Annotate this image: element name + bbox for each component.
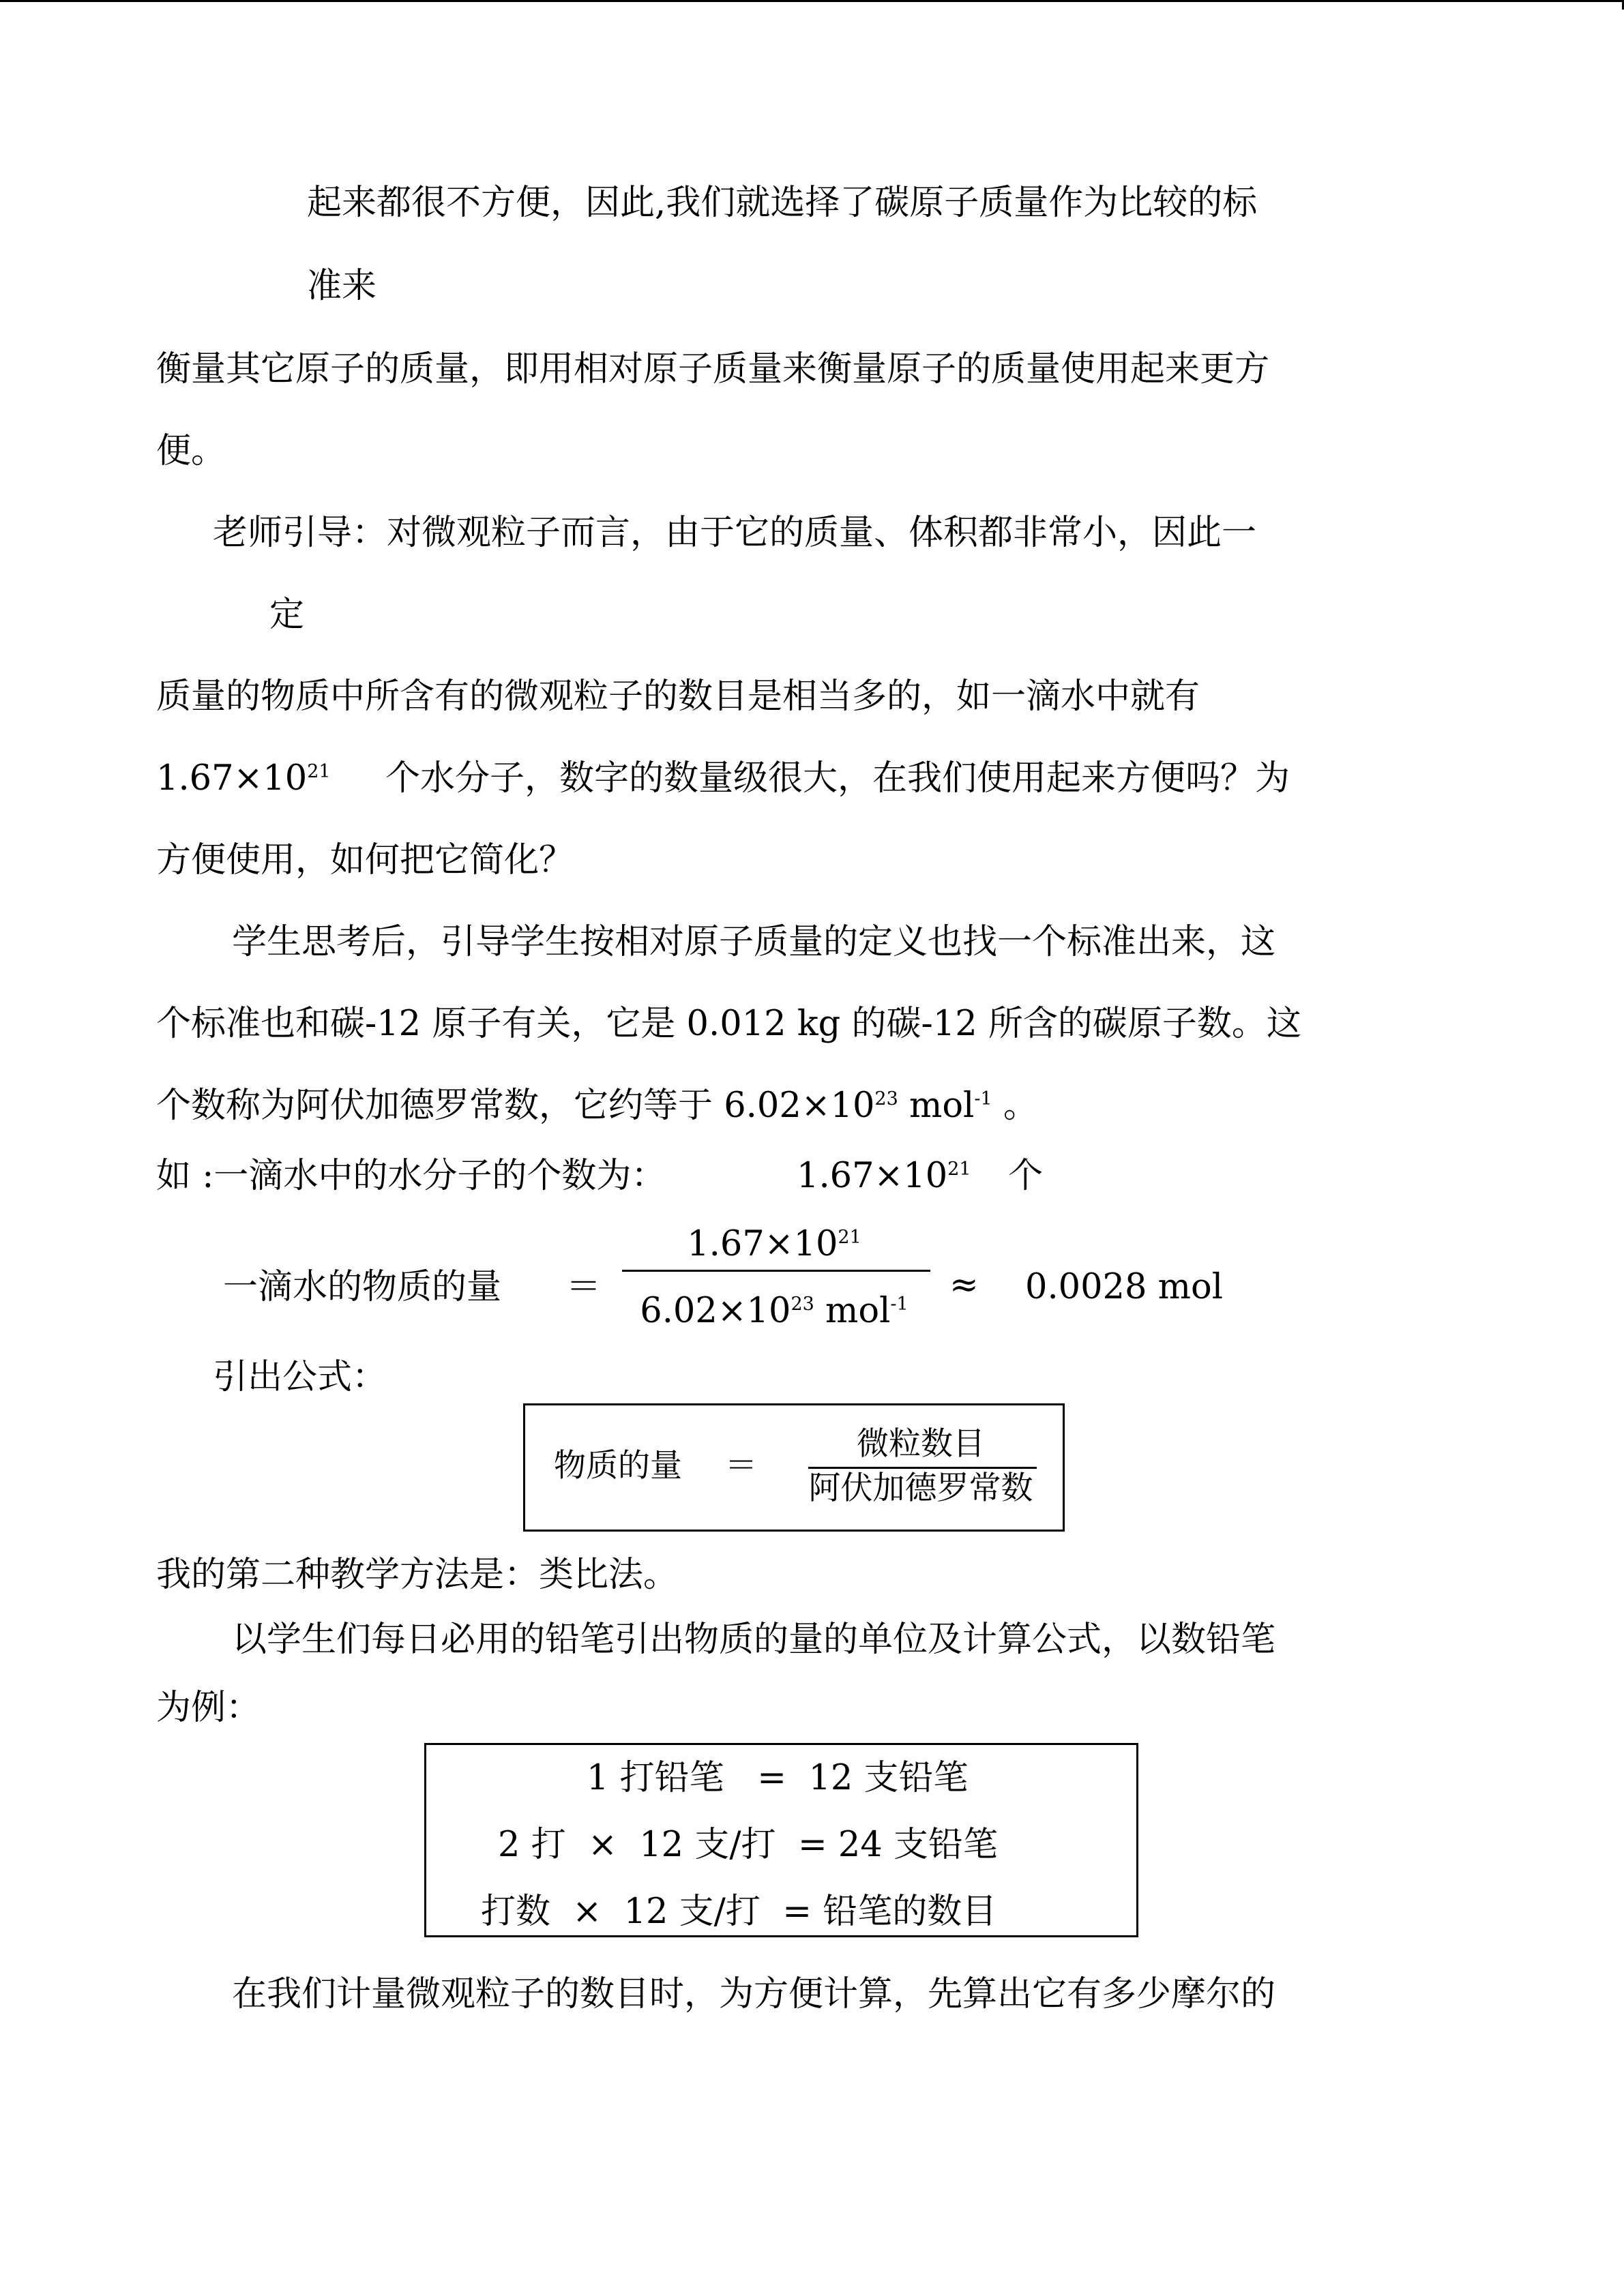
formula-numerator: 微粒数目 [857, 1425, 985, 1463]
text-span: 。 [992, 1086, 1038, 1126]
fraction-numerator [621, 1224, 928, 1265]
text-line: 定 [269, 595, 305, 635]
text-line: 在我们计量微观粒子的数目时，为方便计算，先算出它有多少摩尔的 [232, 1974, 1276, 2014]
text-line: 为例： [156, 1688, 261, 1728]
unit-text: mol [898, 1086, 975, 1126]
text-line [156, 1086, 1038, 1127]
superscript: 21 [307, 761, 331, 782]
equals-sign: ＝ [566, 1267, 602, 1307]
superscript: 21 [838, 1227, 861, 1248]
example-label: 如 :一滴水中的水分子的个数为： [156, 1156, 666, 1196]
number-text: 1.67×10 [687, 1224, 838, 1264]
pencil-row: 2 打 × 12 支/打 = 24 支铅笔 [498, 1825, 999, 1865]
number-text: 1.67×10 [797, 1156, 948, 1196]
approx-sign: ≈ [949, 1265, 979, 1305]
text-line: 准来 [307, 266, 377, 306]
number-text: 6.02×10 [640, 1291, 791, 1331]
number-text: 1.67×10 [156, 758, 308, 799]
text-line: 以学生们每日必用的铅笔引出物质的量的单位及计算公式，以数铅笔 [232, 1620, 1276, 1660]
pencil-row: 打数 × 12 支/打 = 铅笔的数目 [481, 1892, 997, 1932]
example-unit: 个 [1008, 1156, 1044, 1196]
text-line: 我的第二种教学方法是：类比法。 [156, 1555, 679, 1595]
superscript: -1 [890, 1294, 909, 1315]
fraction-bar [808, 1467, 1037, 1469]
example-value [797, 1156, 971, 1197]
formula-intro: 引出公式： [213, 1357, 387, 1397]
formula-lhs: 物质的量 [554, 1447, 682, 1485]
equals-sign: ＝ [725, 1447, 757, 1485]
superscript: -1 [974, 1088, 992, 1109]
unit-text: mol [814, 1291, 891, 1331]
pencil-row: 1 打铅笔 = 12 支铅笔 [587, 1758, 969, 1798]
fraction-bar [622, 1270, 930, 1272]
text-span: 个数称为阿伏加德罗常数，它约等于 6.02×10 [156, 1086, 875, 1126]
superscript: 23 [791, 1294, 814, 1315]
text-line: 个水分子，数字的数量级很大，在我们使用起来方便吗？为 [385, 758, 1290, 799]
page-top-border [0, 0, 1624, 2]
superscript: 23 [874, 1088, 898, 1109]
equation-label: 一滴水的物质的量 [223, 1267, 502, 1307]
text-line: 衡量其它原子的质量，即用相对原子质量来衡量原子的质量使用起来更方 [156, 349, 1270, 389]
text-line: 方便使用，如何把它简化？ [156, 840, 574, 880]
text-line [156, 758, 331, 799]
text-line: 起来都很不方便，因此,我们就选择了碳原子质量作为比较的标 [307, 183, 1258, 223]
text-line: 便。 [156, 431, 226, 471]
text-line: 学生思考后，引导学生按相对原子质量的定义也找一个标准出来，这 [232, 922, 1276, 962]
fraction-denominator [621, 1291, 928, 1332]
formula-denominator: 阿伏加德罗常数 [808, 1470, 1033, 1507]
superscript: 21 [947, 1159, 971, 1180]
equation-result: 0.0028 mol [1025, 1267, 1224, 1307]
text-line: 质量的物质中所含有的微观粒子的数目是相当多的，如一滴水中就有 [156, 676, 1200, 717]
text-line: 老师引导：对微观粒子而言，由于它的质量、体积都非常小，因此一 [213, 513, 1257, 553]
text-line: 个标准也和碳-12 原子有关，它是 0.012 kg 的碳-12 所含的碳原子数。这 [156, 1004, 1301, 1044]
